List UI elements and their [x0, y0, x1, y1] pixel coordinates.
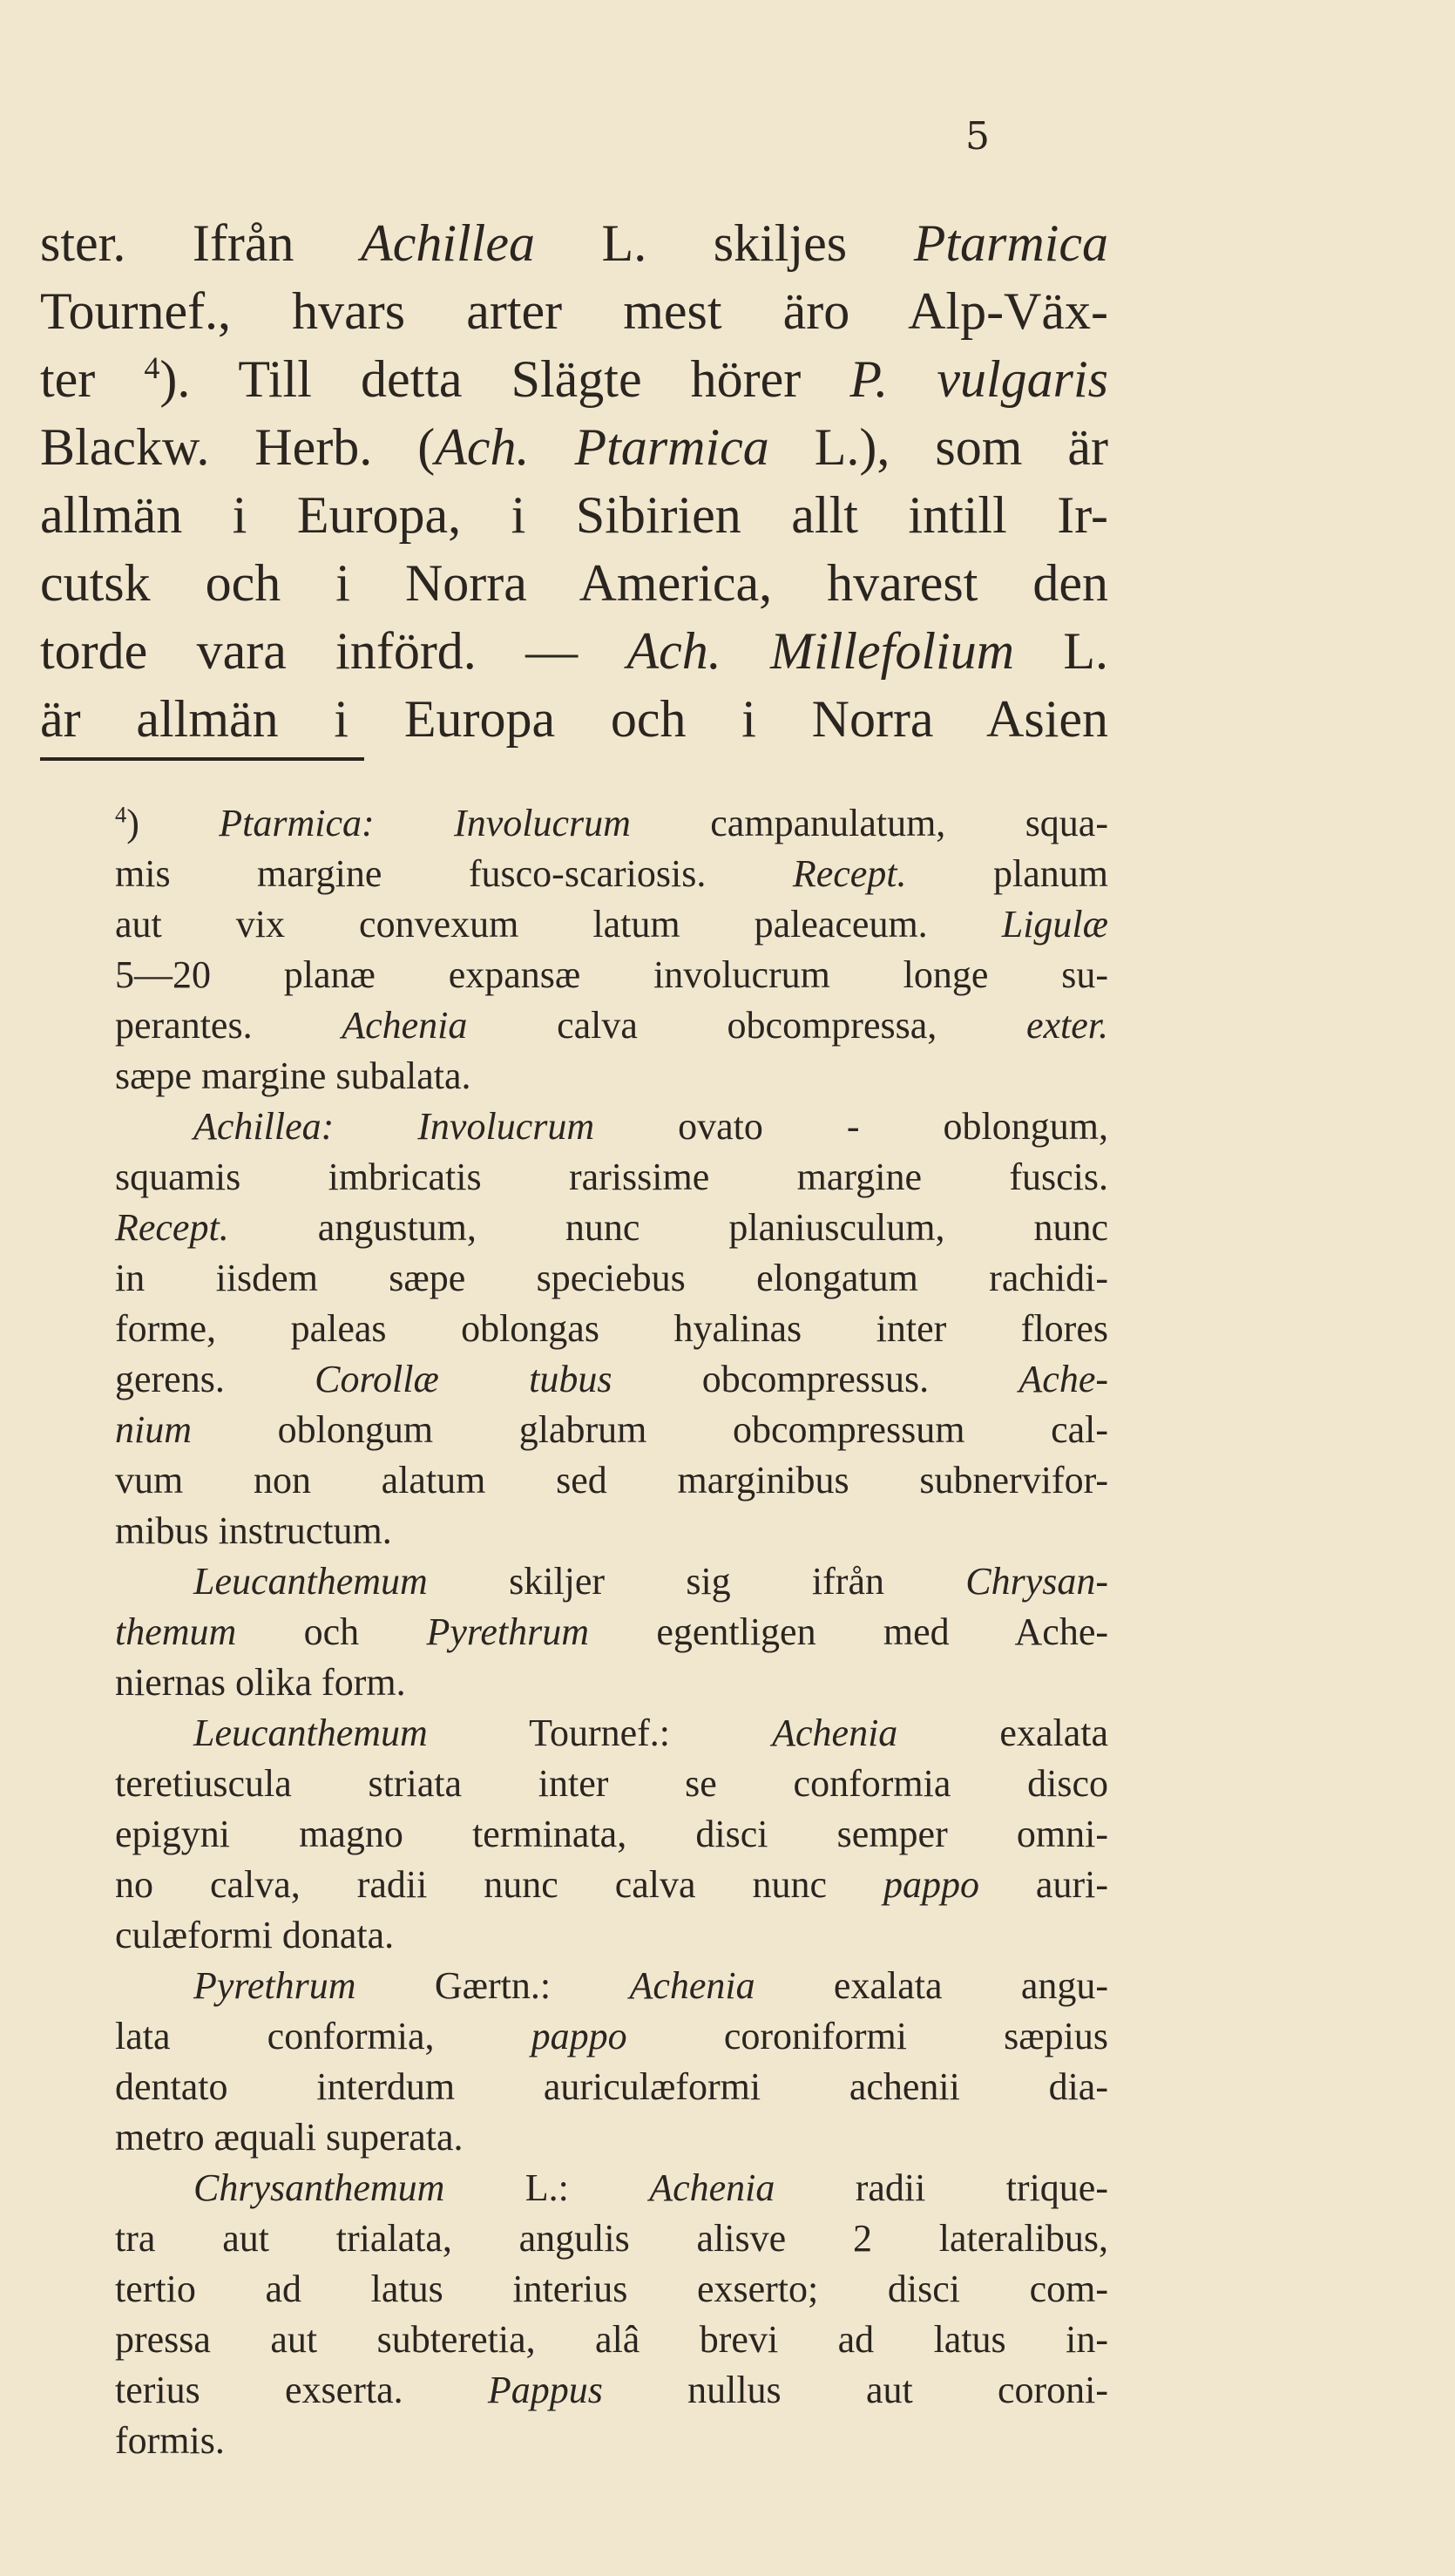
- footnote-line: culæformi donata.: [115, 1914, 395, 1956]
- footnote-line: themum och Pyrethrum egentligen med Ache-: [115, 1610, 1108, 1653]
- page-number: 5: [965, 114, 990, 159]
- text-line: cutsk och i Norra America, hvarest den: [40, 554, 1108, 612]
- footnote-line: 5—20 planæ expansæ involucrum longe su-: [115, 953, 1108, 996]
- footnote-line: no calva, radii nunc calva nunc pappo auri-: [115, 1863, 1108, 1906]
- footnote-line: nium oblongum glabrum obcompressum cal-: [115, 1408, 1108, 1451]
- footnote-line: Achillea: Involucrum ovato - oblongum,: [193, 1105, 1109, 1148]
- text-line: Blackw. Herb. (Ach. Ptarmica L.), som är: [40, 418, 1108, 476]
- footnote-line: epigyni magno terminata, disci semper omni-: [115, 1813, 1108, 1855]
- footnote-line: lata conformia, pappo coroniformi sæpius: [115, 2015, 1108, 2057]
- footnote-line: aut vix convexum latum paleaceum. Ligulæ: [115, 903, 1108, 946]
- footnote-line: squamis imbricatis rarissime margine fuscis.: [115, 1156, 1108, 1198]
- footnote-line: in iisdem sæpe speciebus elongatum rachidi-: [115, 1257, 1108, 1299]
- footnote-line: Leucanthemum skiljer sig ifrån Chrysan-: [193, 1560, 1108, 1603]
- text-line: Tournef., hvars arter mest äro Alp-Väx-: [40, 282, 1108, 340]
- text-line: torde vara införd. — Ach. Millefolium L.: [40, 622, 1109, 680]
- footnote-line: metro æquali superata.: [115, 2116, 464, 2159]
- footnote-line: terius exserta. Pappus nullus aut coroni-: [115, 2369, 1109, 2411]
- footnote-line: mibus instructum.: [115, 1509, 392, 1552]
- text-line: är allmän i Europa och i Norra Asien: [40, 690, 1108, 748]
- text-line: ster. Ifrån Achillea L. skiljes Ptarmica: [40, 214, 1108, 272]
- text-line: ter $^4$). Till detta Slägte hörer P. vulgaris: [40, 350, 1108, 408]
- footnote-line: forme, paleas oblongas hyalinas inter flores: [115, 1307, 1108, 1350]
- footnote-line: vum non alatum sed marginibus subnervifor-: [115, 1459, 1108, 1502]
- footnote-separator-rule: [40, 757, 364, 761]
- footnote-line: Recept. angustum, nunc planiusculum, nunc: [115, 1206, 1108, 1249]
- text-line: allmän i Europa, i Sibirien allt intill Ir-: [40, 486, 1108, 544]
- footnote-line: formis.: [115, 2419, 225, 2462]
- footnote-line: gerens. Corollæ tubus obcompressus. Ache-: [115, 1358, 1108, 1400]
- footnote: [115, 798, 1108, 2466]
- footnote-line: pressa aut subteretia, alâ brevi ad latus in-: [115, 2318, 1108, 2361]
- footnote-line: niernas olika form.: [115, 1661, 406, 1704]
- footnote-line: tertio ad latus interius exserto; disci com-: [115, 2268, 1108, 2310]
- footnote-line: dentato interdum auriculæformi achenii dia-: [115, 2065, 1108, 2108]
- footnote-line: sæpe margine subalata.: [115, 1054, 471, 1097]
- footnote-line: mis margine fusco-scariosis. Recept. planum: [115, 852, 1108, 895]
- footnote-line: Pyrethrum Gærtn.: Achenia exalata angu-: [193, 1964, 1108, 2007]
- footnote-line: Chrysanthemum L.: Achenia radii trique-: [193, 2166, 1108, 2209]
- footnote-line: teretiuscula striata inter se conformia disco: [115, 1762, 1108, 1805]
- main-text: [40, 209, 1108, 753]
- footnote-line: tra aut trialata, angulis alisve 2 lateralibus,: [115, 2217, 1108, 2260]
- footnote-line: perantes. Achenia calva obcompressa, exter.: [115, 1004, 1108, 1047]
- footnote-line: $^4$) Ptarmica: Involucrum campanulatum, squa-: [115, 801, 1108, 844]
- footnote-line: Leucanthemum Tournef.: Achenia exalata: [193, 1712, 1108, 1754]
